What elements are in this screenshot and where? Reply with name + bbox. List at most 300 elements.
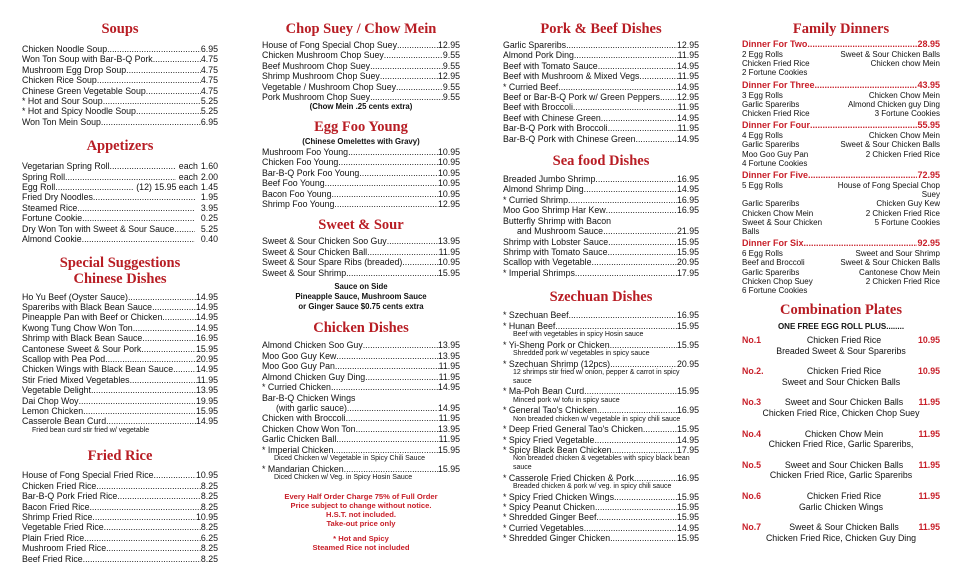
dinner-item: Chicken Chow Mein [868,131,940,141]
dinner-item: Chicken Fried Rice [742,109,810,119]
menu-item-row [262,157,460,167]
dot-leader [333,445,438,455]
dot-leader [610,359,677,369]
menu-item-row [262,382,460,392]
combo-plate-header [742,366,940,377]
menu-item-row [503,174,699,184]
family-dinner-title [742,238,940,249]
item-name: * Deep Fried General Tao's Chicken [503,424,643,435]
column-3 [503,0,699,582]
notice-line-6: Steamed Rice not included [312,543,410,553]
item-price: 11.95 [196,374,218,385]
item-price: 9.55 [442,92,460,103]
combo-sides: Chicken Fried Rice, Chicken Chop Suey [762,408,920,419]
item-price: 13.95 [195,385,218,396]
dot-leader [596,512,677,522]
item-price: 14.95 [676,60,699,71]
menu-item-row [22,543,218,553]
menu-item-row [22,172,218,182]
item-price: 15.95 [676,512,699,523]
dinner-item: Sweet & Sour Chicken Balls [840,258,940,268]
item-name: Breaded Jumbo Shrimp [503,174,596,185]
dot-leader [83,406,196,416]
notice-line-4: Take-out price only [326,519,396,529]
column-2 [262,0,460,582]
dot-leader [815,80,918,91]
family-dinner [742,238,940,295]
sweet-sour-list [262,236,460,278]
dot-leader [594,435,677,445]
dot-leader [335,361,439,371]
dot-leader [101,117,201,127]
dot-leader [338,157,438,167]
dot-leader [346,413,439,423]
item-name: Shrimp Foo Young [262,199,335,210]
dinner-price: 92.95 [917,238,940,249]
item-price: 20.95 [676,257,699,268]
menu-item-row [503,195,699,205]
menu-item-row [262,40,460,50]
menu-item-row [503,523,699,533]
chop-suey-heading: Chop Suey / Chow Mein [285,21,437,37]
dot-leader [555,321,677,331]
dinner-items [742,131,940,168]
menu-item-row [503,82,699,92]
dinner-item: Chicken Guy Kew [876,199,940,209]
menu-item-row [22,203,218,213]
item-price: 15.95 [676,491,699,502]
menu-item-row [503,492,699,502]
dot-leader [608,123,678,133]
menu-item-row [503,473,699,483]
dinner-item: 5 Fortune Cookies [874,217,940,227]
item-name: Casserole Bean Curd [22,416,107,427]
menu-item-row [262,351,460,361]
dot-leader [82,213,195,223]
butterfly-line-2: and Mushroom Sauce ..... 21.95 [503,226,699,236]
item-price: 5.25 [200,223,218,234]
item-name: * Spicy Fried Chicken Wings [503,491,614,502]
item-price: 14.95 [437,382,460,393]
item-name: Beef with Broccoli [503,102,573,113]
item-name: * Spicy Black Bean Chicken [503,444,612,455]
dinner-item: Garlic Spareribs [742,199,800,209]
item-price: 8.25 [200,501,218,512]
combo-number: No.4 [742,428,762,439]
item-name: Beef with Mushroom & Mixed Vegs. [503,71,642,82]
item-price: 14.95 [676,133,699,144]
szechuan-heading: Szechuan Dishes [549,289,653,306]
item-price: 15.95 [437,267,460,278]
item-price: 17.95 [676,444,699,455]
menu-item-row [22,323,218,333]
item-name: * Imperial Shrimps [503,267,575,278]
dinner-item [837,159,940,168]
dot-leader [595,502,677,512]
menu-item-row [262,361,460,371]
dinner-item: Sweet & Sour Chicken Balls [840,140,940,150]
item-price: 1.60 [200,161,218,172]
special-list [22,292,218,427]
item-name: Bacon Fried Rice [22,501,90,512]
item-price: 11.95 [438,246,460,257]
item-name: * Curried Shrimp [503,194,569,205]
item-price: 12.95 [676,40,699,50]
item-price: 14.95 [676,434,699,445]
item-name: Chicken Fried Rice [22,480,97,491]
item-name: Pork Mushroom Chop Suey [262,92,371,103]
menu-item-row [22,65,218,75]
sweet-sour-note-2: Pineapple Sauce, Mushroom Sauce [295,291,427,301]
dot-leader [103,96,201,106]
chop-suey-note: (Chow Mein .25 cents extra) [309,102,413,112]
dinner-items [742,50,940,78]
dot-leader [370,61,443,71]
item-name: Moo Goo Shrimp Har Kew [503,205,606,216]
item-name: Shrimp Mushroom Chop Suey [262,71,380,82]
dot-leader [643,424,677,434]
dot-leader [93,192,195,202]
dinner-price: 28.95 [917,39,940,49]
dot-leader [810,120,917,131]
menu-item-row [22,182,218,192]
sweet-sour-heading: Sweet & Sour [318,217,404,234]
item-price: 14.95 [195,312,218,323]
item-name: Mushroom Foo Young [262,147,349,158]
item-price: 11.95 [438,413,460,424]
item-name: Fried Dry Noodles [22,192,93,203]
dot-leader [174,224,195,234]
dot-leader [82,234,195,244]
item-name: Garlic Spareribs [503,40,567,50]
item-name: * Shredded Ginger Beef [503,512,597,523]
family-dinner [742,80,940,119]
item-name: Won Ton Soup with Bar-B-Q Pork [22,54,153,65]
dinner-item: 6 Fortune Cookies [742,286,808,296]
dot-leader [136,106,201,116]
dot-leader [597,405,677,415]
item-price: 14.95 [676,184,699,195]
family-dinner-title [742,170,940,181]
family-dinner [742,170,940,236]
menu-item-row [503,310,699,320]
column-1 [22,0,218,582]
menu-item-row [503,50,699,60]
item-price: 12.95 [437,199,460,210]
menu-item-row [503,71,699,81]
item-name: * Curried Chicken [262,382,331,393]
item-name: * Szechuan Beef [503,310,569,321]
item-name: Garlic Chicken Ball [262,434,337,445]
item-price: 10.95 [195,470,218,481]
dinner-name: Dinner For Two [742,39,808,49]
item-price: 15.95 [676,424,699,435]
item-price: 11.95 [677,102,699,113]
item-price: 13.95 [437,340,460,351]
item-name: House of Fong Special Fried Rice [22,470,154,481]
dinner-item: 2 Fortune Cookies [742,68,808,78]
dot-leader [592,257,677,267]
menu-item-row [22,385,218,395]
item-price: 15.95 [676,501,699,512]
dinner-item: Cantonese Chow Mein [859,267,940,277]
combo-heading: Combination Plates [779,302,903,319]
menu-item-row [22,416,218,426]
combo-price: 10.95 [917,335,940,346]
dinner-item: 5 Egg Rolls [742,181,783,191]
menu-item-row [22,512,218,522]
item-name: Sweet & Sour Chicken Ball [262,246,368,257]
menu-item-row [22,470,218,480]
item-name: Ho Yu Beef (Oyster Sauce) [22,291,128,302]
item-name: Lemon Chicken [22,405,84,416]
dot-leader [612,445,677,455]
egg-foo-subtitle: (Chinese Omelettes with Gravy) [302,137,420,147]
item-price: 15.95 [676,236,699,247]
combo-sides: Garlic Chicken Wings [798,501,884,512]
menu-item-row [22,522,218,532]
item-name: * Hunan Beef [503,320,556,331]
family-heading: Family Dinners [792,21,890,37]
dot-leader [380,71,438,81]
dinner-item: Moo Goo Guy Pan [742,149,809,159]
item-price: 10.95 [195,512,218,522]
sweet-sour-note-1: Sauce on Side [334,282,388,292]
item-price: 15.95 [676,533,699,544]
notice-line-2: Price subject to change without notice. [290,500,432,510]
special-note: Fried bean curd stir fried w/ vegetable [32,426,150,434]
dot-leader [584,184,677,194]
combo-main: Chicken Fried Rice [806,491,882,501]
dinner-items [742,181,940,236]
mandarian-chicken-note: Diced Chicken w/ Veg. in Spicy Hosin Sauce [274,473,413,481]
dinner-price: 72.95 [917,170,940,181]
menu-item-row [22,364,218,374]
dot-leader [807,39,917,50]
dot-leader [636,134,677,144]
item-name: Steamed Rice [22,202,78,213]
dot-leader [133,323,196,333]
family-dinner [742,120,940,168]
menu-item-row [262,413,460,423]
dot-leader [83,554,201,564]
dot-leader [642,71,678,81]
item-name: * Spicy Fried Vegetable [503,434,595,445]
item-name: Bar-B-Q Pork with Broccoli [503,123,608,134]
dot-leader [96,481,201,491]
item-price: 4.75 [200,75,218,86]
item-price: 11.95 [677,123,699,134]
item-price: 9.55 [442,60,460,71]
item-name: Moo Goo Guy Kew [262,350,337,361]
item-name: Chicken Noodle Soup [22,44,108,54]
item-name: Cantonese Sweet & Sour Pork [22,343,142,354]
menu-item-row [262,247,460,257]
item-price: 15.95 [195,343,218,354]
menu-item-row [503,340,699,350]
dot-leader [367,247,439,257]
dot-leader [598,61,677,71]
item-name: Shrimp with Black Bean Sauce [22,333,143,344]
item-unit: each [178,171,198,182]
item-price: 15.95 [676,320,699,331]
menu-item-row [503,134,699,144]
menu-item-row [22,354,218,364]
combo-number: No.5 [742,459,762,470]
menu-item-row [22,54,218,64]
item-name: Spring Roll [22,171,66,182]
item-price: 6.95 [200,116,218,127]
menu-item-row [262,50,460,60]
item-name: Shrimp with Lobster Sauce [503,236,609,247]
dinner-price: 55.95 [917,120,940,131]
item-name: Chicken with Broccoli [262,413,346,424]
item-price: 16.95 [676,205,699,216]
butterfly-line-1: Butterfly Shrimp with Bacon [503,215,612,226]
combo-sides: Chicken Fried Rice, Garlic Spareribs, [768,439,914,450]
dot-leader [573,102,678,112]
menu-item-row [22,224,218,234]
family-dinner-title [742,80,940,91]
item-name: * Curried Beef [503,81,559,92]
item-price: 11.95 [438,361,460,372]
item-name: Almond Shrimp Ding [503,184,584,195]
chicken-list-b [262,413,460,455]
dinner-item: 2 Chicken Fried Rice [865,208,940,218]
item-price: 16.95 [195,333,218,344]
item-name: Chicken Foo Young [262,157,339,168]
menu-item-row [22,533,218,543]
item-name: Sweet & Sour Shrimp [262,267,347,278]
item-name: Shrimp with Tomato Sauce [503,246,608,257]
combo-plate-header [742,429,940,440]
item-name: Egg Roll [22,182,56,193]
menu-item-row [503,405,699,415]
item-price: 4.75 [200,54,218,65]
menu-item-row [503,102,699,112]
item-price: 16.95 [676,472,699,483]
combo-plate [742,491,940,512]
dinner-name: Dinner For Four [742,120,810,131]
menu-item-row [262,199,460,209]
item-name: * Hot and Sour Soup [22,96,103,107]
family-dinner-title [742,120,940,131]
menu-item-row [503,123,699,133]
dot-leader [79,396,196,406]
dot-leader [331,382,438,392]
dot-leader [154,470,196,480]
item-price: 14.95 [195,416,218,427]
item-name: Chicken Mushroom Chop Suey [262,50,384,61]
item-name: * Ma-Poh Bean Curd [503,386,585,397]
item-name: Bar-B-Q Pork with Chinese Green [503,133,636,144]
item-price: 15.95 [676,386,699,397]
item-name: Vegetable Fried Rice [22,522,104,533]
item-price: 10.95 [437,147,460,158]
item-name: Stir Fried Mixed Vegetables [22,374,130,385]
dot-leader [106,416,196,426]
menu-item-row [503,512,699,522]
item-name: * Szechuan Shrimp (12pcs) [503,358,611,369]
item-name: Beef with Chinese Green [503,112,601,123]
item-name: Almond Chicken Guy Ding [262,371,366,382]
dot-leader [162,312,196,322]
dot-leader [92,512,196,522]
item-price: 14.95 [195,301,218,312]
item-price: 16.95 [676,194,699,205]
item-price: 10.95 [437,257,460,268]
dot-leader [152,302,196,312]
fried-rice-list [22,470,218,564]
dot-leader [104,522,201,532]
dinner-items [742,249,940,295]
menu-item-row [22,44,218,54]
dot-leader [608,237,677,247]
menu-item-row [262,189,460,199]
menu-item-row [262,178,460,188]
dot-leader [660,92,677,102]
dinner-name: Dinner For Six [742,238,804,249]
menu-item-row [262,257,460,267]
item-price: 12.95 [676,92,699,103]
fried-rice-heading: Fried Rice [87,448,153,465]
item-price: 8.25 [200,491,218,502]
dinner-price: 43.95 [917,79,940,90]
notice-block [262,492,460,553]
menu-item-row [503,424,699,434]
item-name: Chicken Wings with Black Bean Sauce [22,364,174,375]
dot-leader [568,195,677,205]
item-note: Minced pork w/ tofu in spicy sauce [513,396,620,404]
item-price: 14.95 [195,322,218,333]
dinner-item: Chicken Chow Mein [868,90,940,100]
pork-beef-heading: Pork & Beef Dishes [540,21,662,37]
item-price: 4.75 [200,64,218,75]
dinner-item: 4 Fortune Cookies [742,158,808,168]
item-price: 12.95 [437,71,460,82]
dot-leader [584,386,677,396]
menu-item-row [503,435,699,445]
item-name: Spareribs with Black Bean Sauce [22,301,153,312]
combo-plate-header [742,397,940,408]
item-price: 0.40 [200,234,218,245]
dot-leader [130,375,197,385]
item-name: * Shredded Ginger Chicken [503,533,611,544]
seafood-list-b [503,237,699,279]
combo-plate [742,460,940,481]
special-heading-1: Special Suggestions [59,254,181,271]
item-price: 1.45 [200,182,218,193]
family-dinner-title [742,39,940,50]
item-name: Mushroom Egg Drop Soup [22,64,127,75]
item-price: 4.75 [200,85,218,96]
dot-leader [141,344,196,354]
menu-item-row [262,236,460,246]
notice-line-5: * Hot and Spicy [333,533,389,543]
combo-price: 11.95 [918,428,940,439]
dot-leader [574,50,678,60]
item-name: Kwong Tung Chow Won Ton [22,322,133,333]
item-name: Mushroom Fried Rice [22,543,107,554]
item-name: Chicken Chow Won Ton [262,423,356,434]
menu-item-row [503,113,699,123]
item-price: 8.25 [200,522,218,533]
item-name: Beef Fried Rice [22,553,83,564]
dinner-item: Sweet & Sour Chicken Balls [742,217,823,237]
item-price: 14.95 [195,364,218,375]
menu-item-row [22,502,218,512]
combo-plate [742,522,940,543]
